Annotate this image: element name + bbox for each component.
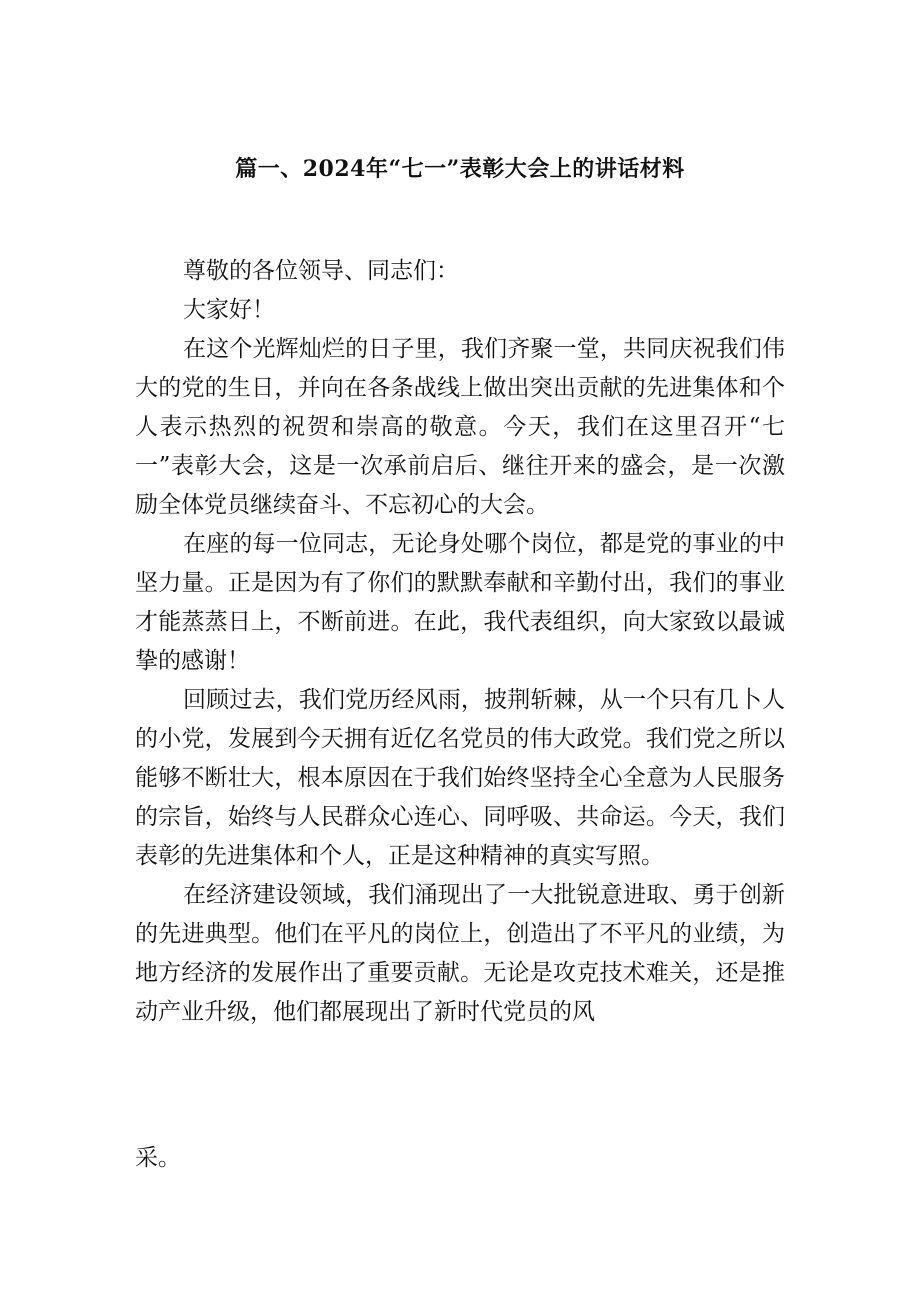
document-body (135, 252, 785, 1032)
greeting: 大家好！ (183, 297, 275, 323)
paragraph: 在座的每一位同志，无论身处哪个岗位，都是党的事业的中坚力量。正是因为有了你们的默默奉献和辛勤付出，我们的事业才能蒸蒸日上，不断前进。在此，我代表组织，向大家致以最诚挚的感谢！ (135, 531, 785, 674)
paragraph-continuation: 采。 (135, 1145, 181, 1171)
document-title: 篇一、2024年“七一”表彰大会上的讲话材料 (235, 156, 685, 182)
paragraph: 回顾过去，我们党历经风雨，披荆斩棘，从一个只有几卜人的小党，发展到今天拥有近亿名党员的伟大政党。我们党之所以能够不断壮大，根本原因在于我们始终坚持全心全意为人民服务的宗旨，始终与人民群众心连心、同呼吸、共命运。今天，我们表彰的先进集体和个人，正是这种精神的真实写照。 (135, 687, 785, 869)
paragraph: 在经济建设领域，我们涌现出了一大批锐意进取、勇于创新的先进典型。他们在平凡的岗位上，创造出了不平凡的业绩，为地方经济的发展作出了重要贡献。无论是攻克技术难关，还是推动产业升级，他们都展现出了新时代党员的风 (135, 882, 785, 1025)
salutation: 尊敬的各位领导、同志们： (183, 258, 459, 284)
paragraph: 在这个光辉灿烂的日子里，我们齐聚一堂，共同庆祝我们伟大的党的生日，并向在各条战线上做出突出贡献的先进集体和个人表示热烈的祝贺和崇高的敬意。今天，我们在这里召开“七一”表彰大会，这是一次承前启后、继往开来的盛会，是一次激励全体党员继续奋斗、不忘初心的大会。 (135, 336, 785, 518)
